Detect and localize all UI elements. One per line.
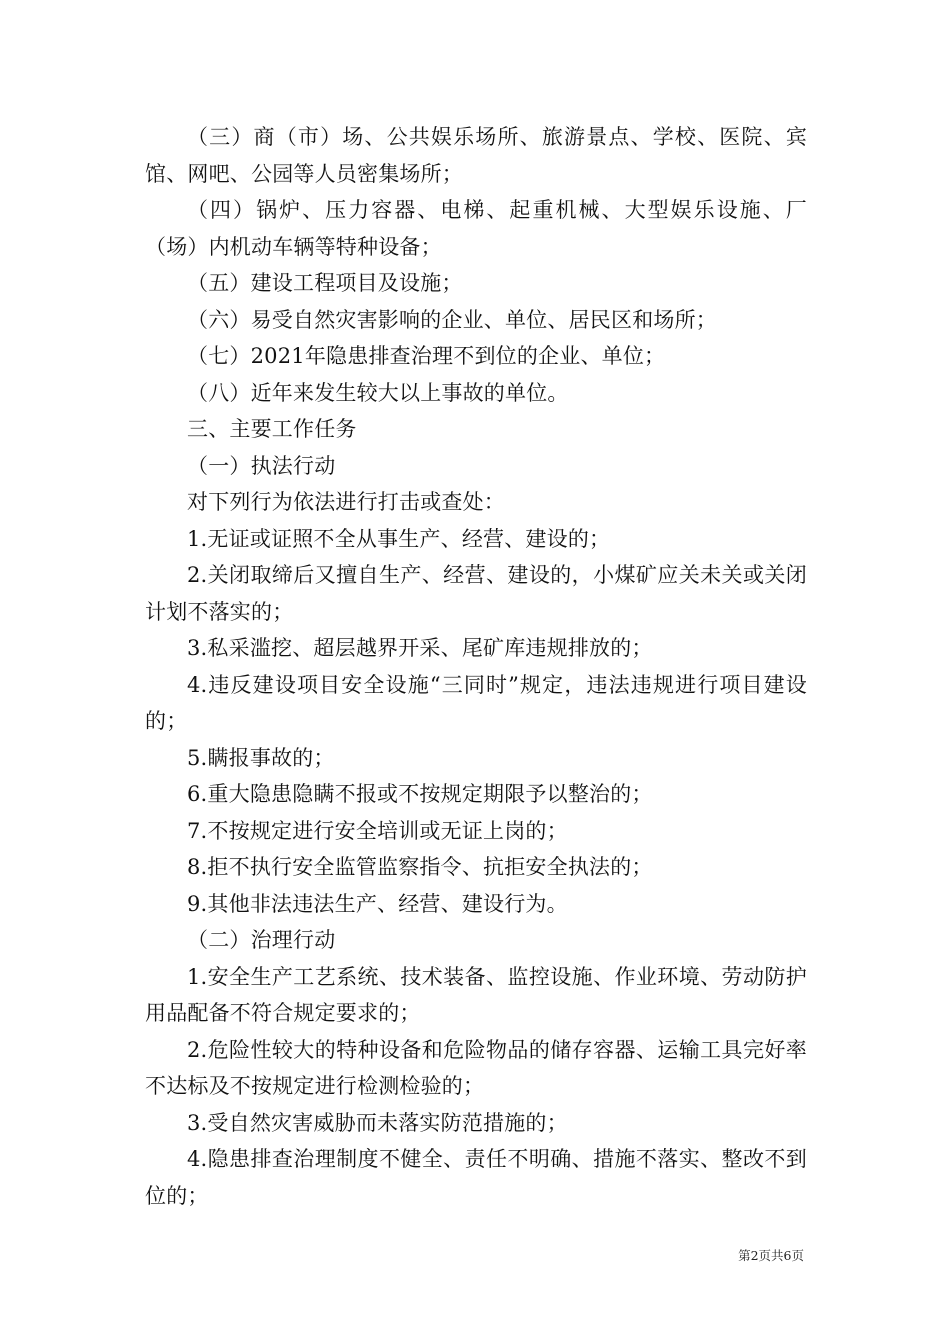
paragraph: （六）易受自然灾害影响的企业、单位、居民区和场所；: [187, 307, 717, 332]
list-item: 3.受自然灾害威胁而未落实防范措施的；: [187, 1110, 568, 1135]
list-item: 5.瞒报事故的；: [187, 745, 335, 770]
list-item: 7.不按规定进行安全培训或无证上岗的；: [187, 818, 568, 843]
paragraph: （五）建设工程项目及设施；: [187, 271, 463, 295]
list-item: 4.违反建设项目安全设施“三同时”规定，违法违规进行项目建设的；: [145, 672, 807, 733]
paragraph: （八）近年来发生较大以上事故的单位。: [187, 380, 569, 405]
page-number: 第2页共6页: [738, 1248, 804, 1263]
paragraph: （三）商（市）场、公共娱乐场所、旅游景点、学校、医院、宾馆、网吧、公园等人员密集场所；: [145, 125, 807, 186]
subsection-heading: （二）治理行动: [187, 928, 336, 952]
list-item: 6.重大隐患隐瞒不报或不按规定期限予以整治的；: [187, 782, 653, 806]
list-item: 2.关闭取缔后又擅自生产、经营、建设的，小煤矿应关未关或关闭计划不落实的；: [145, 563, 807, 624]
list-item: 2.危险性较大的特种设备和危险物品的储存容器、运输工具完好率不达标及不按规定进行检测检验的；: [145, 1037, 807, 1098]
section-heading: 三、主要工作任务: [187, 417, 357, 441]
list-item: 1.安全生产工艺系统、技术装备、监控设施、作业环境、劳动防护用品配备不符合规定要求的；: [145, 964, 807, 1025]
paragraph: （四）锅炉、压力容器、电梯、起重机械、大型娱乐设施、厂（场）内机动车辆等特种设备；: [145, 198, 807, 259]
subsection-heading: （一）执法行动: [187, 453, 336, 478]
list-item: 8.拒不执行安全监管监察指令、抗拒安全执法的；: [187, 855, 653, 879]
list-item: 9.其他非法违法生产、经营、建设行为。: [187, 891, 568, 916]
list-item: 3.私采滥挖、超层越界开采、尾矿库违规排放的；: [187, 636, 653, 660]
list-item: 4.隐患排查治理制度不健全、责任不明确、措施不落实、整改不到位的；: [145, 1147, 807, 1208]
document-body: [145, 119, 807, 1214]
paragraph: 对下列行为依法进行打击或查处：: [187, 490, 505, 514]
list-item: 1.无证或证照不全从事生产、经营、建设的；: [187, 526, 611, 551]
paragraph: （七）2021年隐患排查治理不到位的企业、单位；: [187, 344, 666, 368]
